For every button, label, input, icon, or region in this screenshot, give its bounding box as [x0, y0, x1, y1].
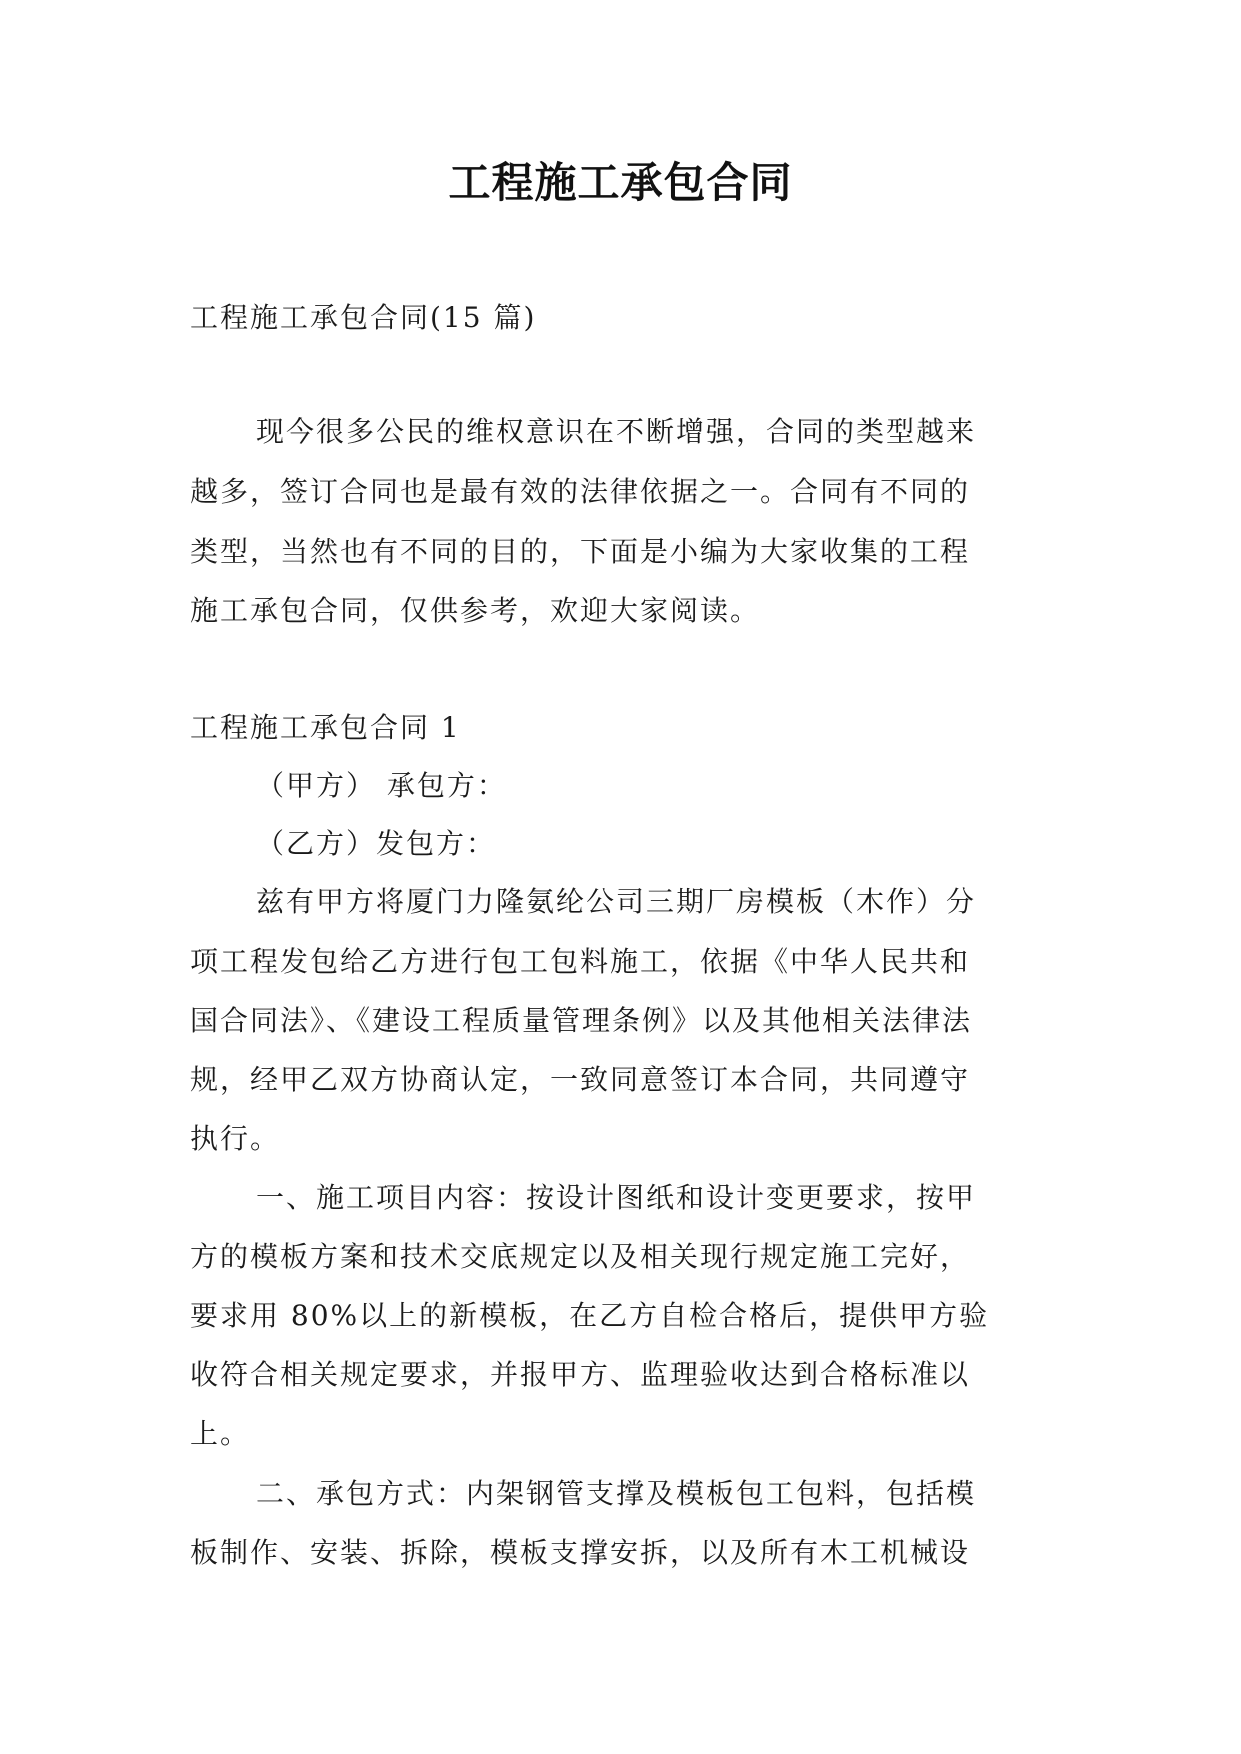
section-2-line: 板制作、安装、拆除，模板支撑安拆，以及所有木工机械设: [190, 1536, 971, 1569]
preamble-line: 执行。: [190, 1122, 281, 1155]
party-b-line: （乙方）发包方：: [256, 827, 497, 860]
section-1-line: 要求用 80%以上的新模板，在乙方自检合格后，提供甲方验: [190, 1299, 990, 1332]
section-1-line: 方的模板方案和技术交底规定以及相关现行规定施工完好，: [190, 1240, 971, 1273]
party-a-line: （甲方） 承包方：: [256, 769, 507, 802]
preamble-line: 国合同法》、《建设工程质量管理条例》以及其他相关法律法: [190, 1004, 973, 1037]
preamble-line: 兹有甲方将厦门力隆氨纶公司三期厂房模板（木作）分: [256, 885, 977, 918]
intro-line: 现今很多公民的维权意识在不断增强，合同的类型越来: [256, 415, 977, 448]
document-subtitle: 工程施工承包合同(15 篇): [190, 301, 537, 334]
section-1-line: 上。: [190, 1417, 251, 1450]
preamble-line: 规，经甲乙双方协商认定，一致同意签订本合同，共同遵守: [190, 1063, 971, 1096]
preamble-line: 项工程发包给乙方进行包工包料施工，依据《中华人民共和: [190, 945, 971, 978]
contract-heading: 工程施工承包合同 1: [190, 711, 461, 744]
section-1-line: 收符合相关规定要求，并报甲方、监理验收达到合格标准以: [190, 1358, 971, 1391]
section-2-line: 二、承包方式：内架钢管支撑及模板包工包料，包括模: [256, 1477, 977, 1510]
document-title: 工程施工承包合同: [448, 158, 793, 207]
intro-line: 施工承包合同，仅供参考，欢迎大家阅读。: [190, 594, 761, 627]
section-1-line: 一、施工项目内容：按设计图纸和设计变更要求，按甲: [256, 1181, 977, 1214]
intro-line: 越多，签订合同也是最有效的法律依据之一。合同有不同的: [190, 475, 971, 508]
intro-line: 类型，当然也有不同的目的，下面是小编为大家收集的工程: [190, 535, 971, 568]
